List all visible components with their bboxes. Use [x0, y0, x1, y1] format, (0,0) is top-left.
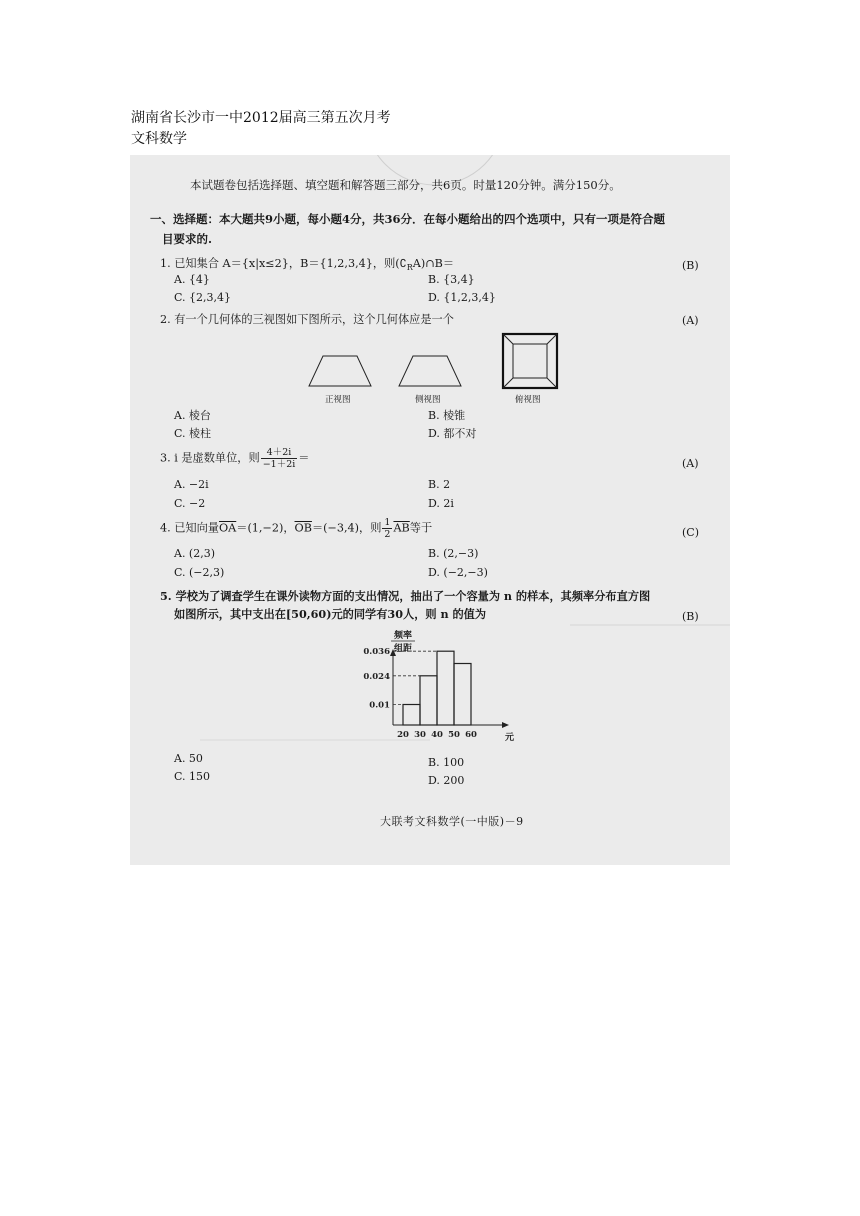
q1-stem	[160, 255, 454, 272]
histogram-ylabel-top: 频率	[393, 631, 413, 641]
q4-fraction	[382, 517, 392, 540]
histogram-x-tick-label: 30	[414, 730, 426, 740]
q3-option-a: A. −2i	[174, 478, 209, 491]
exam-intro: 本试题卷包括选择题、填空题和解答题三部分，共6页。时量120分钟。满分150分。	[190, 178, 621, 192]
q4-fraction-numerator: 1	[384, 517, 391, 528]
q4-answer: (C)	[682, 526, 699, 539]
histogram-y-tick-label: 0.036	[363, 647, 390, 658]
q5-option-b: B. 100	[428, 756, 465, 769]
histogram-xlabel: 元	[505, 733, 515, 743]
q3-stem-end: ＝	[298, 451, 310, 465]
q2-option-c: C. 棱柱	[174, 427, 212, 440]
q3-fraction	[261, 447, 298, 470]
q4-vector-oa: $\overline{OA}$	[218, 521, 237, 535]
front-view-label: 正视图	[325, 395, 351, 405]
q2-answer: (A)	[682, 314, 699, 327]
q3-option-b: B. 2	[428, 478, 451, 491]
q3-stem-text: 3. i 是虚数单位，则	[160, 451, 260, 465]
top-view-label: 俯视图	[515, 395, 541, 405]
q3-stem	[160, 447, 309, 470]
q4-stem-d: 等于	[409, 521, 433, 535]
q4-stem-c: ＝(−3,4)，则	[311, 521, 382, 535]
q2-option-d: D. 都不对	[428, 427, 477, 440]
histogram-y-tick-label: 0.01	[369, 700, 390, 711]
q4-stem	[160, 517, 432, 540]
q1-option-d: D. {1,2,3,4}	[428, 291, 496, 304]
histogram-y-axis-label	[391, 629, 415, 654]
q4-option-a: A. (2,3)	[174, 547, 216, 560]
q4-option-c: C. (−2,3)	[174, 566, 225, 579]
q1-option-b: B. {3,4}	[428, 273, 475, 286]
histogram-x-tick-label: 20	[397, 730, 409, 740]
q2-stem: 2. 有一个几何体的三视图如下图所示，这个几何体应是一个	[160, 313, 454, 326]
header-line-1: 湖南省长沙市一中2012届高三第五次月考	[131, 110, 391, 126]
histogram-x-arrow	[502, 722, 509, 728]
side-view-trapezoid	[395, 350, 465, 392]
q4-vector-ob: $\overline{OB}$	[294, 521, 312, 535]
q4-option-b: B. (2,−3)	[428, 547, 479, 560]
q3-answer: (A)	[682, 457, 699, 470]
front-view-trapezoid	[305, 350, 375, 392]
q3-option-d: D. 2i	[428, 497, 454, 510]
q1-option-a: A. {4}	[174, 273, 210, 286]
document-header	[131, 108, 391, 150]
q3-fraction-denominator: −1＋2i	[262, 459, 296, 470]
side-view-label: 侧视图	[415, 395, 441, 405]
section-title-line-1: 一、选择题：本大题共9小题，每小题4分，共36分．在每小题给出的四个选项中，只有一项是符合题	[150, 212, 666, 226]
histogram-x-tick-label: 40	[431, 730, 443, 740]
q1-stem-end: A)∩B＝	[412, 257, 455, 270]
q5-option-c: C. 150	[174, 770, 211, 783]
histogram-bar	[437, 651, 454, 725]
q1-stem-sub: R	[406, 263, 413, 273]
histogram-bar	[454, 664, 471, 726]
histogram-ylabel-bottom: 组距	[393, 644, 413, 654]
q2-option-b: B. 棱锥	[428, 409, 466, 422]
frequency-histogram	[345, 625, 515, 750]
q1-stem-text: 1. 已知集合 A＝{x|x≤2}，B＝{1,2,3,4}，则(∁	[160, 257, 407, 270]
histogram-bar	[420, 676, 437, 725]
scanned-exam-page	[130, 155, 730, 865]
q2-option-a: A. 棱台	[174, 409, 211, 422]
top-view-square	[500, 331, 560, 391]
header-line-2: 文科数学	[131, 131, 187, 147]
q4-stem-b: ＝(1,−2)，	[236, 521, 295, 535]
page-footer: 大联考文科数学(一中版)－9	[380, 815, 524, 828]
q4-fraction-denominator: 2	[384, 529, 391, 540]
q1-answer: (B)	[682, 259, 699, 272]
histogram-y-tick-label: 0.024	[363, 671, 390, 682]
q5-stem-line-2: 如图所示，其中支出在[50,60)元的同学有30人，则 n 的值为	[174, 607, 487, 621]
q5-answer: (B)	[682, 610, 699, 623]
q4-vector-ab: $\overline{AB}$	[393, 521, 410, 535]
q5-stem-line-1: 5. 学校为了调查学生在课外读物方面的支出情况，抽出了一个容量为 n 的样本，其频率分布直方图	[160, 589, 651, 603]
q3-fraction-numerator: 4＋2i	[261, 447, 298, 459]
histogram-x-tick-label: 50	[448, 730, 460, 740]
q1-option-c: C. {2,3,4}	[174, 291, 232, 304]
q5-option-d: D. 200	[428, 774, 465, 787]
histogram-bar	[403, 705, 420, 726]
q3-option-c: C. −2	[174, 497, 206, 510]
histogram-x-tick-label: 60	[465, 730, 477, 740]
section-title-line-2: 目要求的.	[162, 232, 213, 246]
q4-stem-a: 4. 已知向量	[160, 521, 219, 535]
q5-option-a: A. 50	[174, 752, 203, 765]
q4-option-d: D. (−2,−3)	[428, 566, 488, 579]
